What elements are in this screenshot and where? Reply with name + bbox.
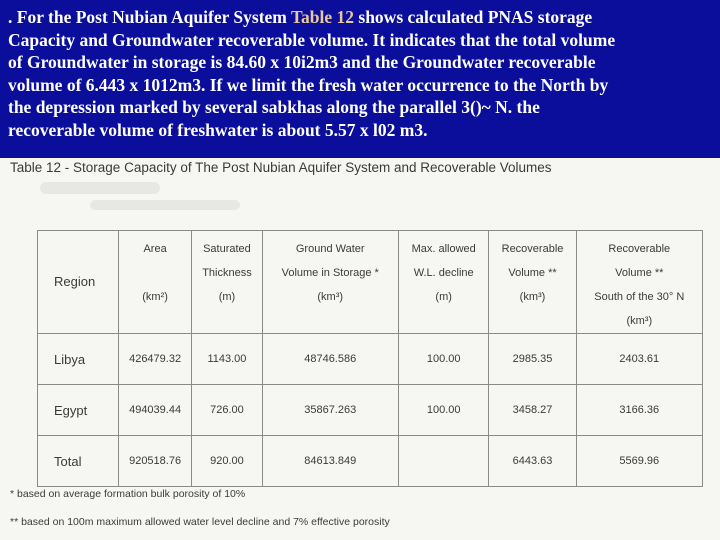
column-header-line: Ground Water bbox=[295, 243, 365, 255]
table-cell: 100.00 bbox=[398, 385, 489, 436]
table-row bbox=[38, 385, 703, 436]
column-header bbox=[489, 231, 576, 334]
scan-smudge bbox=[90, 200, 240, 210]
row-region-name: Egypt bbox=[38, 385, 119, 436]
table-row bbox=[38, 334, 703, 385]
storage-capacity-table bbox=[37, 230, 703, 487]
column-header bbox=[118, 231, 192, 334]
column-header bbox=[192, 231, 262, 334]
intro-line-3: of Groundwater in storage is 84.60 x 10i2m3 and the Groundwater recoverable bbox=[8, 52, 596, 72]
column-header-line: Volume ** bbox=[508, 267, 557, 279]
table-caption: Table 12 - Storage Capacity of The Post Nubian Aquifer System and Recoverable Volumes bbox=[10, 160, 552, 175]
row-region-name: Libya bbox=[38, 334, 119, 385]
footnote-porosity: * based on average formation bulk porosity of 10% bbox=[10, 488, 246, 500]
intro-line-5: the depression marked by several sabkhas along the parallel 3()~ N. the bbox=[8, 97, 540, 117]
table-cell: 3458.27 bbox=[489, 385, 576, 436]
column-header-line: (km³) bbox=[626, 315, 653, 327]
table-cell: 35867.263 bbox=[262, 385, 398, 436]
column-header-line: (m) bbox=[218, 291, 236, 303]
table-cell: 1143.00 bbox=[192, 334, 262, 385]
table-12-reference: Table 12 bbox=[290, 7, 355, 27]
intro-line-4: volume of 6.443 x 1012m3. If we limit the fresh water occurrence to the North by bbox=[8, 74, 609, 95]
column-header-line: W.L. decline bbox=[413, 267, 474, 279]
column-header-line: Volume ** bbox=[615, 267, 664, 279]
column-header-line: Max. allowed bbox=[411, 243, 476, 255]
table-cell: 3166.36 bbox=[576, 385, 702, 436]
column-header-region bbox=[38, 231, 119, 334]
column-header-line: Saturated bbox=[203, 243, 251, 255]
table-cell: 920.00 bbox=[192, 436, 262, 487]
table-cell: 2403.61 bbox=[576, 334, 702, 385]
table-cell: 48746.586 bbox=[262, 334, 398, 385]
table-cell: 5569.96 bbox=[576, 436, 702, 487]
intro-line-6: recoverable volume of freshwater is about 5.57 x l02 m3. bbox=[8, 119, 428, 140]
column-header-line: Recoverable bbox=[608, 243, 671, 255]
column-header bbox=[576, 231, 702, 334]
table-row bbox=[38, 436, 703, 487]
column-header-line: (km³) bbox=[519, 291, 546, 303]
table-cell: 2985.35 bbox=[489, 334, 576, 385]
table-cell: 6443.63 bbox=[489, 436, 576, 487]
intro-line-2: Capacity and Groundwater recoverable volume. It indicates that the total volume bbox=[8, 29, 616, 50]
column-header-line: South of the 30° N bbox=[594, 291, 685, 303]
column-header-line: Volume in Storage * bbox=[281, 267, 379, 279]
column-header-line: (km³) bbox=[317, 291, 344, 303]
table-cell: 726.00 bbox=[192, 385, 262, 436]
column-header-line: Region bbox=[54, 274, 96, 289]
column-header-line: (km²) bbox=[142, 291, 168, 303]
column-header-line: (m) bbox=[435, 291, 452, 303]
intro-text-block bbox=[0, 0, 720, 158]
table-cell: 920518.76 bbox=[118, 436, 192, 487]
table-cell: 426479.32 bbox=[118, 334, 192, 385]
column-header-line: Thickness bbox=[202, 267, 252, 279]
table-cell: 84613.849 bbox=[262, 436, 398, 487]
table-header-row bbox=[38, 231, 703, 334]
table-cell: 494039.44 bbox=[118, 385, 192, 436]
table-cell: 100.00 bbox=[398, 334, 489, 385]
table-cell bbox=[398, 436, 489, 487]
table-body bbox=[38, 334, 703, 487]
intro-line-1: . For the Post Nubian Aquifer System Table 12 shows calculated PNAS storage bbox=[8, 7, 593, 27]
column-header bbox=[262, 231, 398, 334]
column-header-line bbox=[119, 261, 192, 285]
column-header bbox=[398, 231, 489, 334]
footnote-decline: ** based on 100m maximum allowed water level decline and 7% effective porosity bbox=[10, 516, 390, 528]
column-header-line: Recoverable bbox=[501, 243, 564, 255]
column-header-line: Area bbox=[143, 243, 167, 255]
scan-smudge bbox=[40, 182, 160, 194]
row-region-name: Total bbox=[38, 436, 119, 487]
